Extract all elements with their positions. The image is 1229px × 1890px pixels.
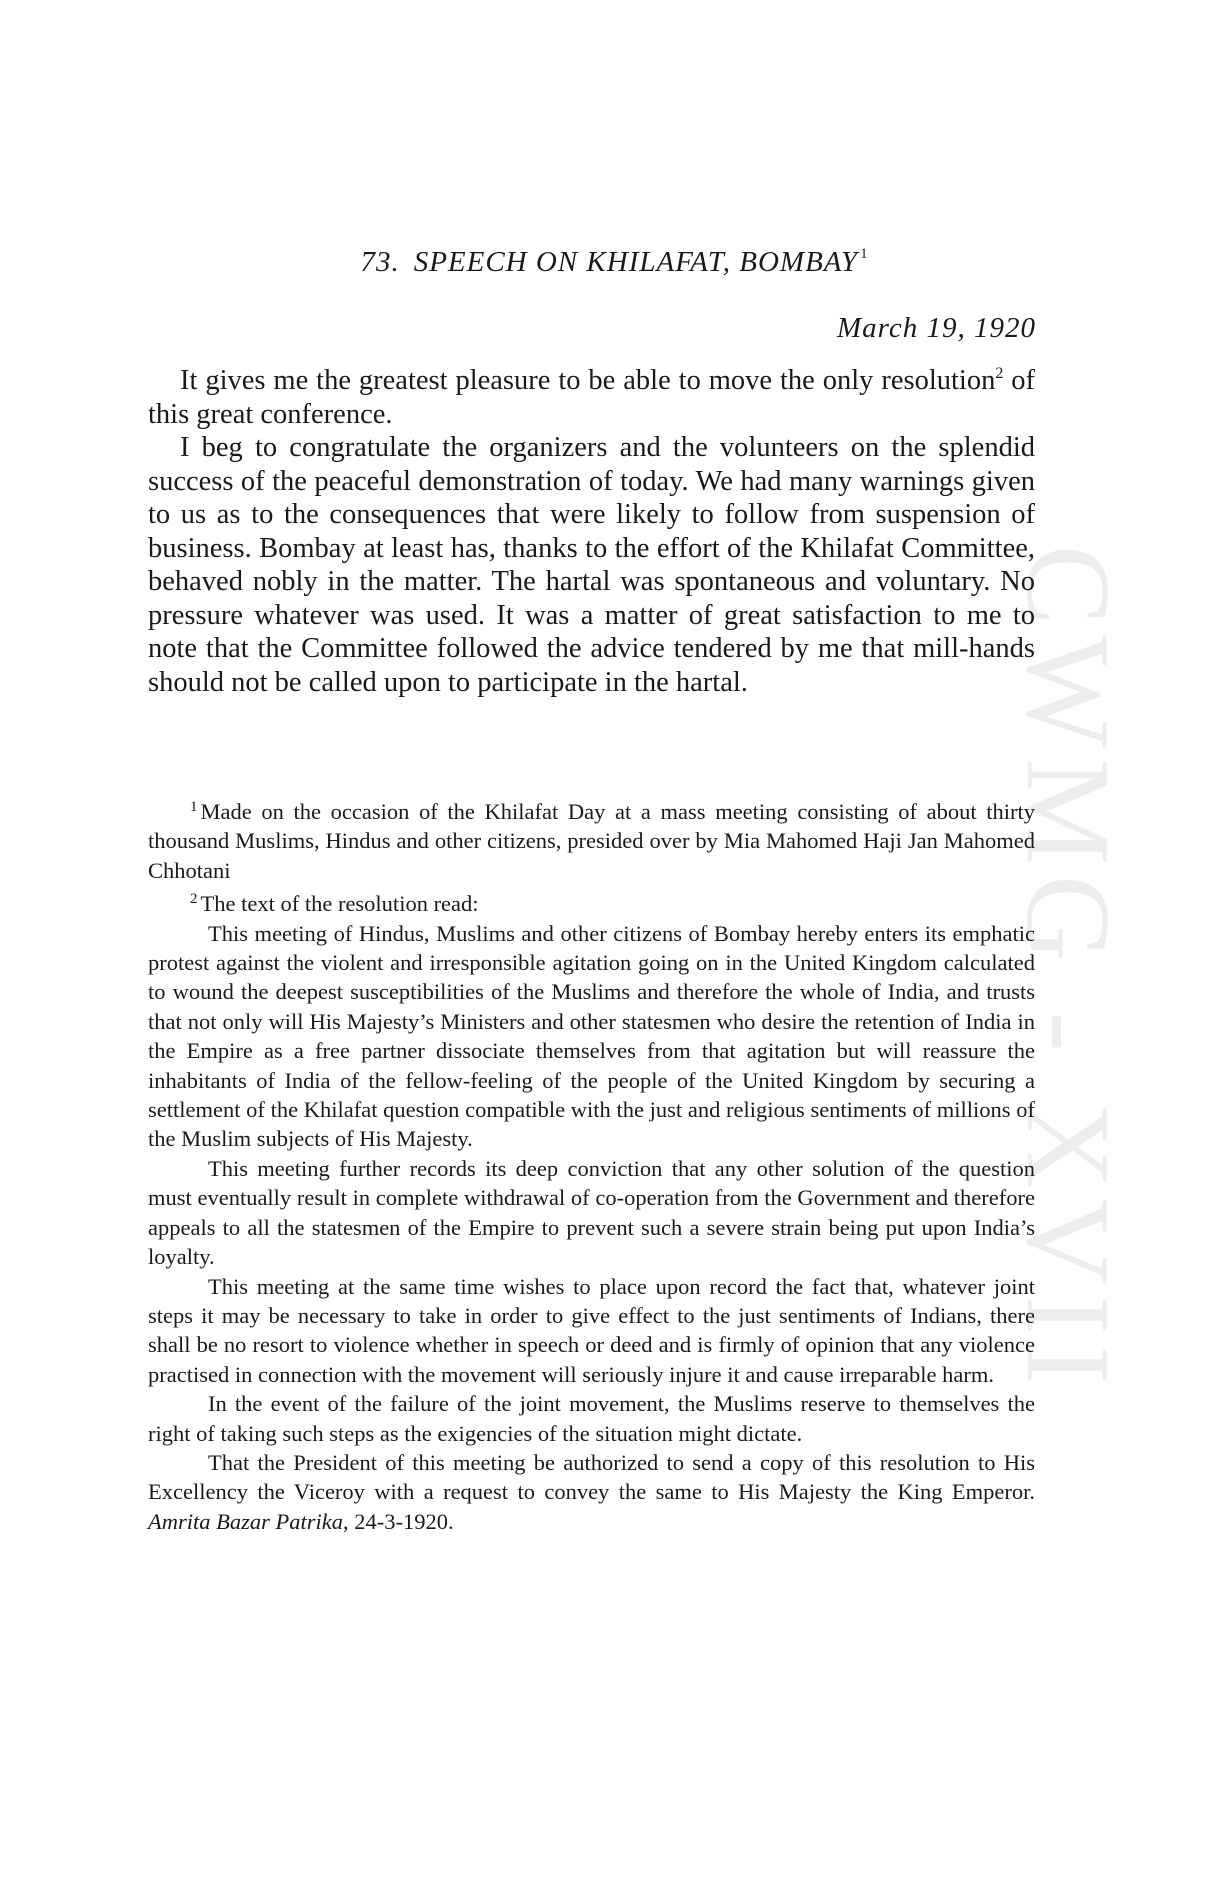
body-paragraph-1-text-a: It gives me the greatest pleasure to be able to move the only resolution	[180, 365, 996, 396]
source-citation: Amrita Bazar Patrika	[148, 1508, 343, 1534]
footnote-1-text: Made on the occasion of the Khilafat Day at a mass meeting consisting of about thirty thousand Muslims, Hindus and other citizens, presided over by Mia Mahomed Haji Jan Mahomed Chhotani	[148, 799, 1035, 883]
body-paragraph-2: I beg to congratulate the organizers and the volunteers on the splendid success of the peaceful demonstration of today. We had many warnings given to us as to the consequences that were likely to follow from suspension of business. Bombay at least has, thanks to the effort of the Khilafat Committee, behaved nobly in the matter. The hartal was spontaneous and voluntary. No pressure whatever was used. It was a matter of great satisfaction to me to note that the Committee followed the advice tendered by me that mill-hands should not be called upon to participate in the hartal.	[148, 432, 1035, 698]
resolution-paragraph-4: In the event of the failure of the joint movement, the Muslims reserve to themselves the right of taking such steps as the exigencies of the situation might dictate.	[148, 1391, 1035, 1446]
footnote-2	[148, 885, 1035, 918]
speech-body	[148, 357, 1035, 699]
speech-heading	[0, 246, 1229, 279]
resolution-paragraph-1: This meeting of Hindus, Muslims and other citizens of Bombay hereby enters its emphatic protest against the violent and irresponsible agitation going on in the United Kingdom calculated to wound the deepest susceptibilities of the Muslims and therefore the whole of India, and trusts that not only will His Majesty’s Ministers and other statesmen who desire the retention of India in the Empire as a free partner dissociate themselves from that agitation but will reassure the inhabitants of India of the fellow-feeling of the people of the United Kingdom by securing a settlement of the Khilafat question compatible with the just and religious sentiments of millions of the Muslim subjects of His Majesty.	[148, 920, 1035, 1152]
heading-number: 73.	[360, 246, 400, 278]
footnote-2-marker: 2	[190, 891, 198, 908]
resolution-paragraph-5-text: That the President of this meeting be authorized to send a copy of this resolution to His Excellency the Viceroy with a request to convey the same to His Majesty the King Emperor.	[148, 1449, 1035, 1505]
body-footnote-ref-2: 2	[995, 365, 1004, 382]
source-date: , 24-3-1920.	[343, 1508, 454, 1534]
resolution-paragraph-3: This meeting at the same time wishes to place upon record the fact that, whatever joint steps it may be necessary to take in order to give effect to the just sentiments of Indians, there shall be no resort to violence whether in speech or deed and is firmly of opinion that any violence practised in connection with the movement will seriously injure it and cause irreparable harm.	[148, 1273, 1035, 1387]
footnotes	[148, 793, 1035, 1536]
speech-date: March 19, 1920	[837, 312, 1036, 344]
resolution-paragraph-2: This meeting further records its deep conviction that any other solution of the question must eventually result in complete withdrawal of co-operation from the Government and therefore appeals to all the statesmen of the Empire to prevent such a severe strain being put upon India’s loyalty.	[148, 1155, 1035, 1270]
watermark-text: CWMG - XVII	[1002, 545, 1135, 1395]
footnote-2-text: The text of the resolution read:	[200, 891, 479, 917]
body-paragraph-1-text-b: of this great conference.	[148, 365, 1035, 430]
body-paragraph-1	[148, 357, 1035, 431]
heading-title: SPEECH ON KHILAFAT, BOMBAY	[413, 246, 859, 278]
footnote-1-marker: 1	[190, 799, 198, 815]
footnote-1	[148, 793, 1035, 885]
heading-footnote-ref: 1	[860, 246, 869, 262]
resolution-paragraph-5	[148, 1448, 1035, 1536]
